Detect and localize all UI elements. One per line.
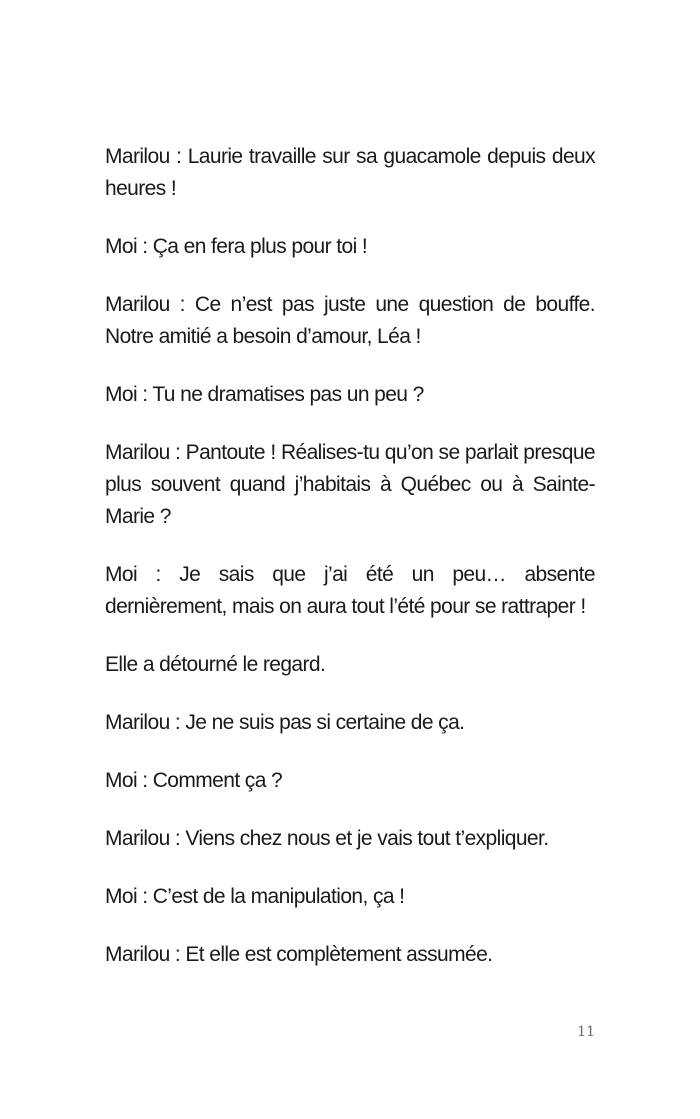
paragraph-7: Elle a détourné le regard. — [105, 653, 326, 676]
paragraph-5: Marilou : Pantoute ! Réalises-tu qu’on se parlait presque plus souvent quand j’habitais à Québec ou à Sainte-Marie ? — [105, 441, 595, 528]
paragraph-1: Marilou : Laurie travaille sur sa guacamole depuis deux heures ! — [105, 145, 595, 200]
paragraph-12: Marilou : Et elle est complètement assumée. — [105, 943, 493, 966]
paragraph-6: Moi : Je sais que j’ai été un peu… absente dernièrement, mais on aura tout l’été pour se rattraper ! — [105, 563, 595, 618]
paragraph-2: Moi : Ça en fera plus pour toi ! — [105, 235, 368, 258]
paragraph-4: Moi : Tu ne dramatises pas un peu ? — [105, 383, 424, 406]
page-number: 11 — [577, 1024, 595, 1040]
page-body-text — [105, 141, 595, 997]
paragraph-3: Marilou : Ce n’est pas juste une question de bouffe. Notre amitié a besoin d’amour, Léa ! — [105, 293, 595, 348]
paragraph-10: Marilou : Viens chez nous et je vais tout t’expliquer. — [105, 827, 549, 850]
paragraph-9: Moi : Comment ça ? — [105, 769, 283, 792]
paragraph-11: Moi : C’est de la manipulation, ça ! — [105, 885, 405, 908]
paragraph-8: Marilou : Je ne suis pas si certaine de ça. — [105, 711, 465, 734]
